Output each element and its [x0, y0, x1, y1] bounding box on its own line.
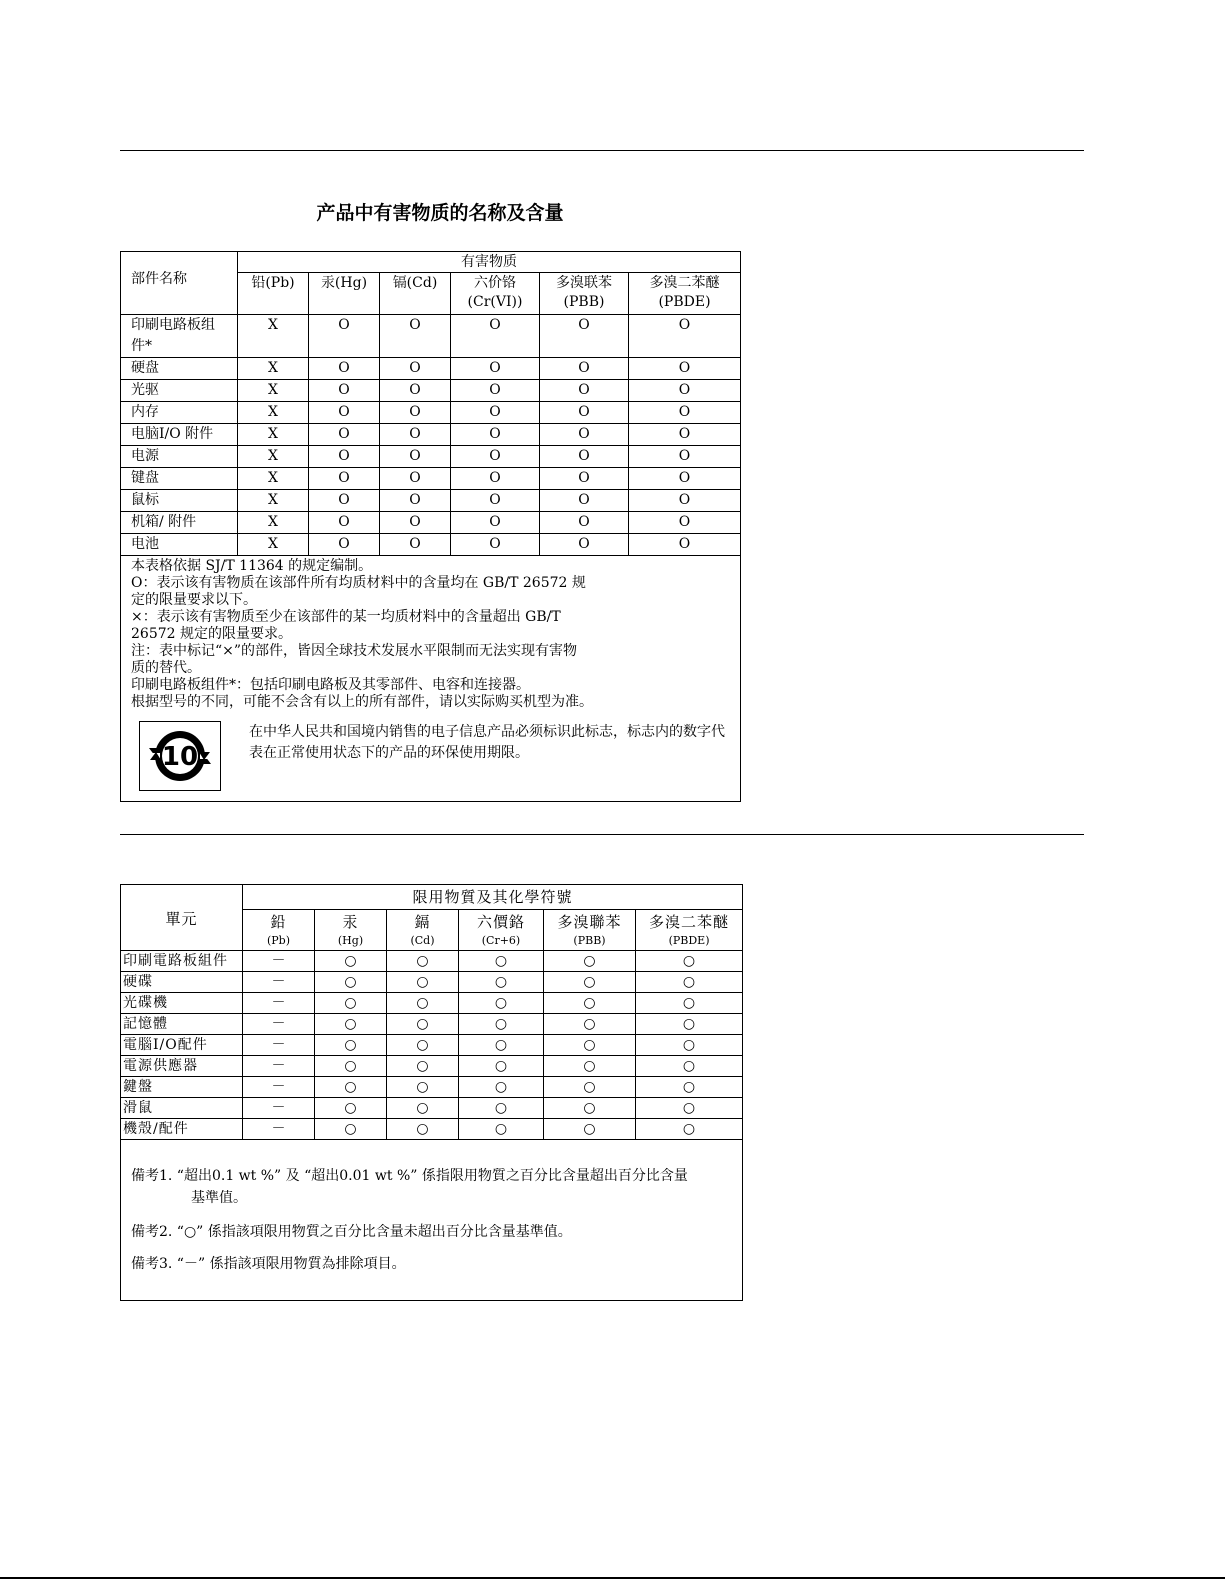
table-row — [121, 1035, 743, 1056]
substance-value-cell: O — [380, 534, 451, 556]
restricted-value-cell: ○ — [544, 1077, 636, 1098]
table-row — [121, 512, 741, 534]
restricted-value-cell: － — [243, 1077, 315, 1098]
substance-value-cell: O — [540, 490, 629, 512]
substance-column-header: 铅(Pb) — [238, 273, 309, 315]
restricted-value-cell: ○ — [636, 1119, 743, 1140]
table-row — [121, 1098, 743, 1119]
note-line: 本表格依据 SJ/T 11364 的规定编制。 — [131, 558, 373, 574]
substance-value-cell: O — [451, 358, 540, 380]
substance-symbol: (PBB) — [573, 934, 606, 947]
restricted-value-cell: ○ — [459, 1077, 544, 1098]
middle-divider — [120, 834, 1084, 835]
restricted-column-header — [387, 910, 459, 951]
restricted-value-cell: ○ — [544, 1056, 636, 1077]
substance-value-cell: O — [380, 358, 451, 380]
table-row — [121, 1056, 743, 1077]
restricted-value-cell: ○ — [459, 1014, 544, 1035]
part-name-cell: 内存 — [121, 402, 238, 424]
restricted-value-cell: ○ — [387, 972, 459, 993]
substance-value-cell: X — [238, 446, 309, 468]
restricted-value-cell: － — [243, 1056, 315, 1077]
table-notes — [121, 556, 741, 802]
substance-name: 鉛 — [270, 913, 287, 931]
substance-value-cell: O — [451, 402, 540, 424]
substance-name: 多溴聯苯 — [557, 913, 622, 931]
substance-value-cell: O — [451, 424, 540, 446]
substance-value-cell: O — [451, 446, 540, 468]
part-name-cell: 机箱/ 附件 — [121, 512, 238, 534]
restricted-value-cell: ○ — [636, 1056, 743, 1077]
substance-value-cell: X — [238, 402, 309, 424]
restricted-value-cell: ○ — [544, 951, 636, 972]
substance-value-cell: O — [629, 424, 741, 446]
substance-value-cell: O — [309, 534, 380, 556]
substance-symbol: (Hg) — [337, 934, 364, 947]
restricted-value-cell: ○ — [636, 1014, 743, 1035]
substances-group-header: 有害物质 — [238, 252, 741, 273]
substance-value-cell: X — [238, 358, 309, 380]
restricted-column-header — [315, 910, 387, 951]
remark-1: 備考1. “超出0.1 wt %” 及 “超出0.01 wt %” 係指限用物質之百分比含量超出百分比含量 — [131, 1168, 688, 1184]
restricted-column-header — [459, 910, 544, 951]
part-name-header: 部件名称 — [121, 252, 238, 315]
restricted-value-cell: ○ — [315, 1056, 387, 1077]
part-name-cell: 键盘 — [121, 468, 238, 490]
substance-symbol: (PBDE) — [668, 934, 710, 947]
restricted-value-cell: ○ — [387, 1098, 459, 1119]
unit-name-cell: 電腦I/O配件 — [121, 1035, 243, 1056]
restricted-value-cell: ○ — [544, 1098, 636, 1119]
substance-value-cell: O — [309, 424, 380, 446]
restricted-value-cell: ○ — [315, 972, 387, 993]
substance-value-cell: O — [629, 380, 741, 402]
remark-3: 備考3. “－” 係指該項限用物質為排除項目。 — [131, 1256, 406, 1272]
restricted-value-cell: ○ — [315, 1035, 387, 1056]
table-row — [121, 534, 741, 556]
environmental-protection-use-period-logo — [139, 721, 221, 791]
part-name-cell: 电脑I/O 附件 — [121, 424, 238, 446]
table-row — [121, 951, 743, 972]
unit-name-cell: 鍵盤 — [121, 1077, 243, 1098]
substance-value-cell: O — [380, 380, 451, 402]
substance-value-cell: O — [309, 468, 380, 490]
hazardous-substances-table-simplified — [120, 251, 741, 802]
top-divider — [120, 150, 1084, 151]
substance-value-cell: X — [238, 315, 309, 358]
restricted-value-cell: ○ — [315, 951, 387, 972]
substance-value-cell: O — [309, 512, 380, 534]
restricted-value-cell: ○ — [315, 1098, 387, 1119]
table-row — [121, 424, 741, 446]
restricted-value-cell: ○ — [387, 951, 459, 972]
restricted-column-header — [243, 910, 315, 951]
substance-value-cell: O — [629, 315, 741, 358]
restricted-value-cell: ○ — [387, 993, 459, 1014]
restricted-value-cell: ○ — [459, 1119, 544, 1140]
recycle-10-icon — [145, 726, 215, 786]
substance-value-cell: O — [451, 315, 540, 358]
substance-value-cell: O — [629, 512, 741, 534]
restricted-value-cell: ○ — [459, 993, 544, 1014]
substance-value-cell: X — [238, 534, 309, 556]
unit-name-cell: 電源供應器 — [121, 1056, 243, 1077]
substance-value-cell: O — [380, 468, 451, 490]
table-row — [121, 315, 741, 358]
substance-value-cell: O — [540, 315, 629, 358]
substance-value-cell: O — [309, 358, 380, 380]
substance-value-cell: O — [629, 490, 741, 512]
restricted-value-cell: ○ — [636, 993, 743, 1014]
restricted-value-cell: ○ — [387, 1056, 459, 1077]
restricted-value-cell: ○ — [636, 951, 743, 972]
substance-symbol: (Cr+6) — [481, 934, 521, 947]
substance-value-cell: O — [380, 512, 451, 534]
substance-value-cell: X — [238, 380, 309, 402]
substance-value-cell: O — [451, 512, 540, 534]
table-row — [121, 402, 741, 424]
substance-value-cell: O — [309, 315, 380, 358]
substance-name: 鎘 — [414, 913, 431, 931]
table-row — [121, 490, 741, 512]
table-row — [121, 972, 743, 993]
restricted-value-cell: － — [243, 1014, 315, 1035]
part-name-cell: 电源 — [121, 446, 238, 468]
substance-value-cell: O — [451, 490, 540, 512]
restricted-value-cell: － — [243, 972, 315, 993]
substance-value-cell: O — [629, 358, 741, 380]
restricted-value-cell: － — [243, 951, 315, 972]
restricted-value-cell: ○ — [544, 993, 636, 1014]
unit-name-cell: 硬碟 — [121, 972, 243, 993]
substance-value-cell: O — [540, 446, 629, 468]
restricted-group-header: 限用物質及其化學符號 — [243, 885, 743, 910]
note-line: O：表示该有害物质在该部件所有均质材料中的含量均在 GB/T 26572 规 定的限量要求以下。 — [131, 575, 586, 608]
restricted-value-cell: ○ — [387, 1035, 459, 1056]
substance-symbol: (Cd) — [410, 934, 435, 947]
restricted-value-cell: ○ — [459, 1098, 544, 1119]
substance-column-header: 汞(Hg) — [309, 273, 380, 315]
substance-symbol: (Pb) — [266, 934, 291, 947]
restricted-value-cell: ○ — [636, 1077, 743, 1098]
table-row — [121, 380, 741, 402]
substance-value-cell: O — [629, 446, 741, 468]
part-name-cell: 电池 — [121, 534, 238, 556]
unit-name-cell: 滑鼠 — [121, 1098, 243, 1119]
restricted-value-cell: ○ — [315, 1119, 387, 1140]
table-row — [121, 468, 741, 490]
table-remarks — [121, 1140, 743, 1301]
restricted-value-cell: ○ — [636, 972, 743, 993]
restricted-value-cell: － — [243, 993, 315, 1014]
substance-value-cell: X — [238, 468, 309, 490]
restricted-value-cell: ○ — [387, 1077, 459, 1098]
substance-value-cell: O — [540, 534, 629, 556]
substance-value-cell: O — [380, 490, 451, 512]
restricted-column-header — [636, 910, 743, 951]
part-name-cell: 印刷电路板组 件* — [121, 315, 238, 358]
note-line: ×：表示该有害物质至少在该部件的某一均质材料中的含量超出 GB/T 26572 规定的限量要求。 — [131, 609, 561, 642]
note-line: 根据型号的不同，可能不会含有以上的所有部件，请以实际购买机型为准。 — [131, 694, 593, 710]
unit-name-cell: 機殼/配件 — [121, 1119, 243, 1140]
restricted-value-cell: ○ — [636, 1098, 743, 1119]
substance-column-header: 多溴联苯 (PBB) — [540, 273, 629, 315]
substance-value-cell: O — [540, 380, 629, 402]
table-row — [121, 1014, 743, 1035]
restricted-value-cell: ○ — [459, 972, 544, 993]
restricted-value-cell: ○ — [459, 1056, 544, 1077]
restricted-value-cell: ○ — [544, 1014, 636, 1035]
restricted-value-cell: ○ — [315, 1014, 387, 1035]
substance-value-cell: O — [540, 402, 629, 424]
substance-value-cell: O — [309, 380, 380, 402]
substance-column-header: 六价铬 (Cr(VI)) — [451, 273, 540, 315]
substance-value-cell: O — [540, 468, 629, 490]
substance-column-header: 多溴二苯醚 (PBDE) — [629, 273, 741, 315]
substance-value-cell: O — [451, 534, 540, 556]
unit-name-cell: 光碟機 — [121, 993, 243, 1014]
note-line: 印刷电路板组件*：包括印刷电路板及其零部件、电容和连接器。 — [131, 677, 530, 693]
logo-caption: 在中华人民共和国境内销售的电子信息产品必须标识此标志，标志内的数字代表在正常使用状态下的产品的环保使用期限。 — [249, 724, 725, 761]
substance-value-cell: O — [540, 424, 629, 446]
restricted-value-cell: ○ — [387, 1014, 459, 1035]
substance-value-cell: O — [309, 490, 380, 512]
substance-value-cell: O — [309, 446, 380, 468]
restricted-value-cell: － — [243, 1119, 315, 1140]
note-line: 注：表中标记“×”的部件，皆因全球技术发展水平限制而无法实现有害物 质的替代。 — [131, 643, 578, 676]
table-row — [121, 993, 743, 1014]
unit-header: 單元 — [121, 885, 243, 951]
restricted-value-cell: ○ — [387, 1119, 459, 1140]
remark-2: 備考2. “○” 係指該項限用物質之百分比含量未超出百分比含量基準值。 — [131, 1224, 572, 1240]
table-row — [121, 358, 741, 380]
restricted-column-header — [544, 910, 636, 951]
table-row — [121, 446, 741, 468]
restricted-value-cell: － — [243, 1098, 315, 1119]
substance-value-cell: O — [629, 402, 741, 424]
substance-value-cell: O — [451, 468, 540, 490]
substance-value-cell: O — [540, 358, 629, 380]
restricted-value-cell: ○ — [636, 1035, 743, 1056]
substance-value-cell: O — [540, 512, 629, 534]
document-title: 产品中有害物质的名称及含量 — [316, 202, 564, 224]
part-name-cell: 光驱 — [121, 380, 238, 402]
substance-value-cell: O — [380, 315, 451, 358]
substance-name: 六價鉻 — [476, 913, 525, 931]
restricted-value-cell: ○ — [544, 1119, 636, 1140]
substance-value-cell: O — [380, 402, 451, 424]
svg-text:10: 10 — [161, 742, 199, 772]
substance-value-cell: O — [629, 468, 741, 490]
substance-value-cell: X — [238, 490, 309, 512]
restricted-value-cell: ○ — [544, 972, 636, 993]
restricted-value-cell: ○ — [459, 1035, 544, 1056]
part-name-cell: 硬盘 — [121, 358, 238, 380]
unit-name-cell: 記憶體 — [121, 1014, 243, 1035]
substance-value-cell: O — [629, 534, 741, 556]
restricted-value-cell: ○ — [544, 1035, 636, 1056]
remark-1-continued: 基準值。 — [191, 1190, 247, 1206]
substance-value-cell: X — [238, 424, 309, 446]
substance-value-cell: X — [238, 512, 309, 534]
restricted-value-cell: ○ — [459, 951, 544, 972]
part-name-cell: 鼠标 — [121, 490, 238, 512]
substance-name: 汞 — [342, 913, 359, 931]
substance-value-cell: O — [309, 402, 380, 424]
substance-value-cell: O — [380, 424, 451, 446]
substance-value-cell: O — [380, 446, 451, 468]
substance-name: 多溴二苯醚 — [649, 913, 730, 931]
bottom-divider — [0, 1577, 1225, 1579]
restricted-value-cell: ○ — [315, 1077, 387, 1098]
restricted-value-cell: － — [243, 1035, 315, 1056]
restricted-value-cell: ○ — [315, 993, 387, 1014]
restricted-substances-table-traditional — [120, 884, 743, 1301]
substance-column-header: 镉(Cd) — [380, 273, 451, 315]
table-row — [121, 1077, 743, 1098]
table-row — [121, 1119, 743, 1140]
unit-name-cell: 印刷電路板組件 — [121, 951, 243, 972]
substance-value-cell: O — [451, 380, 540, 402]
